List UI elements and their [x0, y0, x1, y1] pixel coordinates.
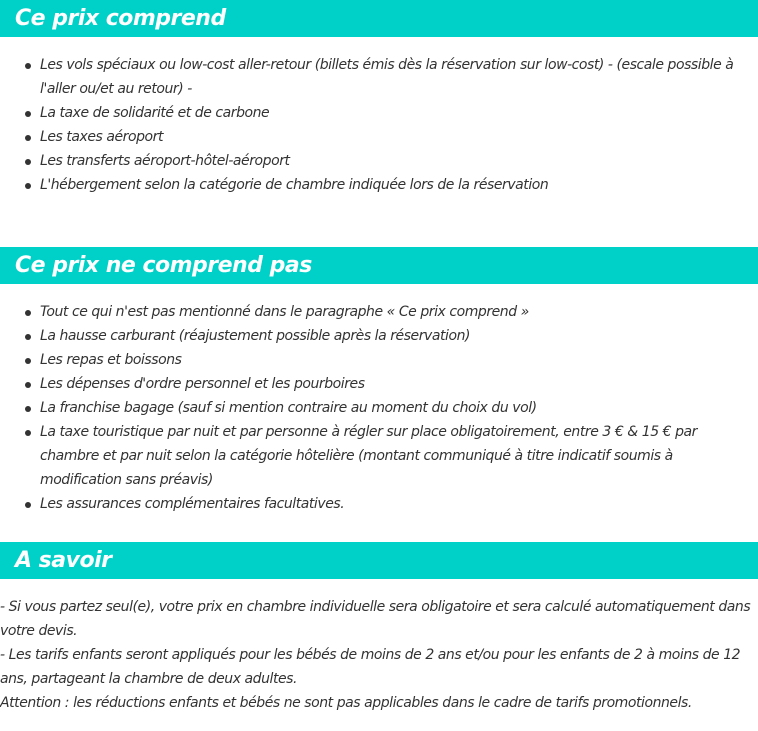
section-title: A savoir: [15, 548, 112, 573]
section-header-not-included: [0, 247, 758, 284]
list-item: Les dépenses d'ordre personnel et les pourboires: [0, 372, 758, 396]
list-item: La hausse carburant (réajustement possible après la réservation): [0, 324, 758, 348]
list-item: La franchise bagage (sauf si mention contraire au moment du choix du vol): [0, 396, 758, 420]
section-header-to-know: [0, 542, 758, 579]
paragraph: Attention : les réductions enfants et bébés ne sont pas applicables dans le cadre de tarifs promotionnels.: [0, 695, 692, 711]
list-item: Les taxes aéroport: [0, 125, 758, 149]
section-header-included: [0, 0, 758, 37]
not-included-list: [0, 300, 758, 516]
included-list: [0, 53, 758, 197]
section-title: Ce prix ne comprend pas: [15, 253, 312, 278]
paragraph: - Les tarifs enfants seront appliqués pour les bébés de moins de 2 ans et/ou pour les enfants de 2 à moins de 12 ans, partageant la chambre de deux adultes.: [0, 647, 741, 687]
to-know-text: [0, 595, 755, 715]
list-item: Tout ce qui n'est pas mentionné dans le paragraphe « Ce prix comprend »: [0, 300, 758, 324]
section-title: Ce prix comprend: [15, 6, 226, 31]
paragraph: - Si vous partez seul(e), votre prix en chambre individuelle sera obligatoire et sera calculé automatiquement dans votre devis.: [0, 599, 751, 639]
list-item: Les transferts aéroport-hôtel-aéroport: [0, 149, 758, 173]
list-item: La taxe touristique par nuit et par personne à régler sur place obligatoirement, entre 3 € & 15 € par chambre et par nuit selon la catégorie hôtelière (montant communiqué à titre indicatif soumis à modification sans préavis): [0, 420, 758, 492]
list-item: Les vols spéciaux ou low-cost aller-retour (billets émis dès la réservation sur low-cost) - (escale possible à l'aller ou/et au retour) -: [0, 53, 758, 101]
list-item: La taxe de solidarité et de carbone: [0, 101, 758, 125]
list-item: L'hébergement selon la catégorie de chambre indiquée lors de la réservation: [0, 173, 758, 197]
list-item: Les repas et boissons: [0, 348, 758, 372]
list-item: Les assurances complémentaires facultatives.: [0, 492, 758, 516]
